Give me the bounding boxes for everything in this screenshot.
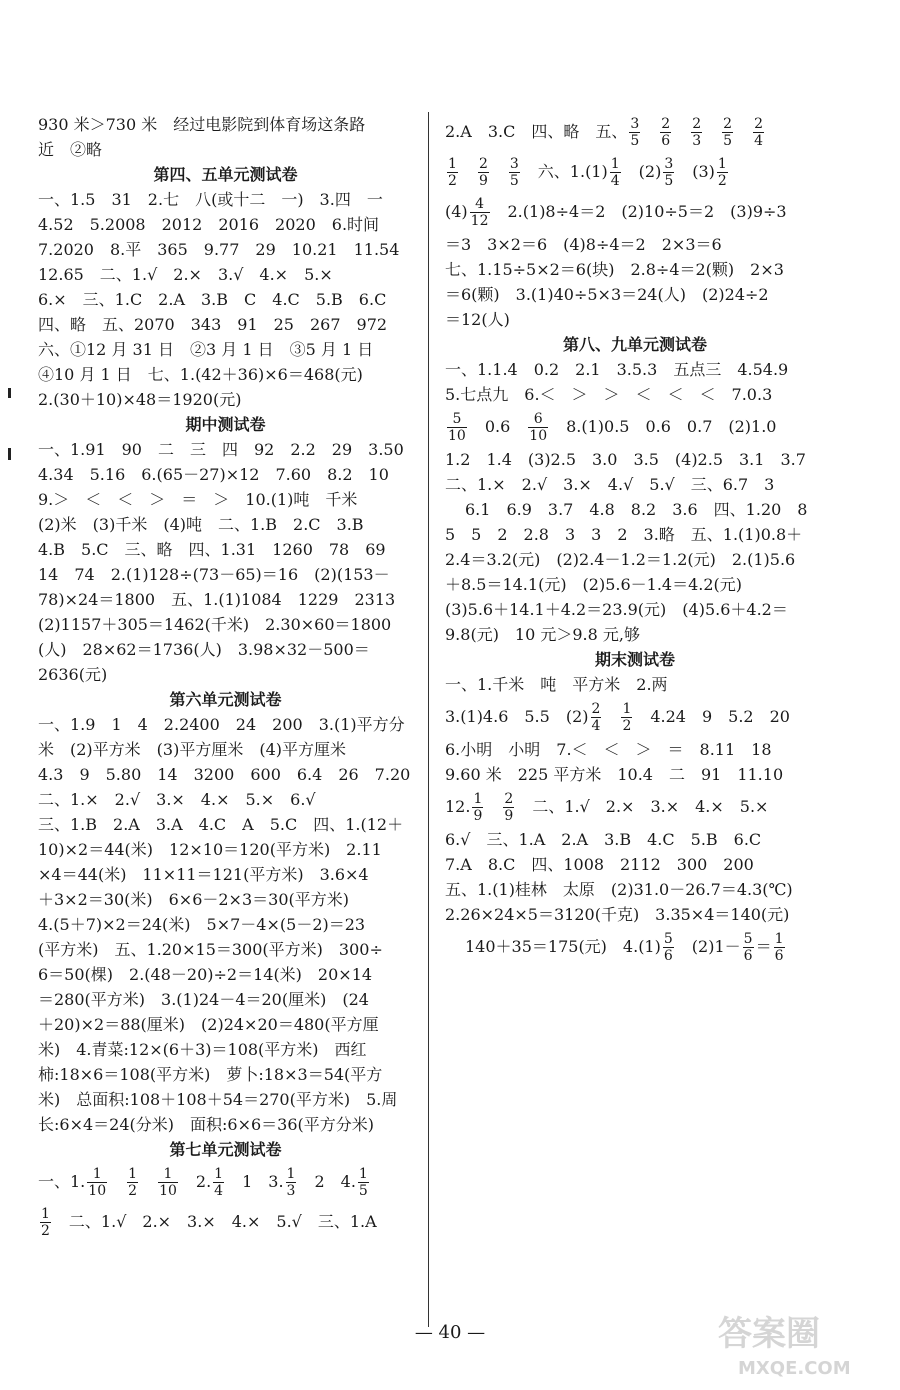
answer-line: 4.B 5.C 三、略 四、1.31 1260 78 69: [38, 540, 386, 559]
fraction-denominator: 4: [754, 133, 764, 149]
fraction-numerator: 1: [158, 1166, 178, 1183]
fraction-denominator: 6: [774, 948, 784, 964]
answer-line: 4.52 5.2008 2012 2016 2020 6.时间: [38, 215, 380, 234]
answer-line: 4.(5＋7)×2＝24(米) 5×7－4×(5－2)＝23: [38, 915, 366, 934]
answer-line: ＝6(颗) 3.(1)40÷5×3＝24(人) (2)24÷2: [445, 285, 769, 304]
answer-line: 2.26×24×5＝3120(千克) 3.35×4＝140(元): [445, 905, 790, 924]
section-title: 期末测试卷: [594, 650, 675, 669]
answer-line: ＋8.5＝14.1(元) (2)5.6－1.4＝4.2(元): [445, 575, 743, 594]
fraction-numerator: 2: [661, 116, 671, 132]
fraction-denominator: 2: [448, 173, 457, 189]
answer-text: (2)1－: [675, 937, 741, 956]
answer-line: [445, 927, 825, 967]
fraction-numerator: 1: [622, 701, 632, 717]
answer-text: [140, 1172, 156, 1191]
fraction-numerator: 2: [723, 116, 733, 132]
fraction-numerator: 1: [87, 1166, 107, 1183]
fraction-numerator: 2: [754, 116, 764, 132]
fraction-denominator: 6: [661, 133, 671, 149]
answer-line: 12.65 二、1.√ 2.× 3.√ 4.× 5.×: [38, 265, 333, 284]
answer-line: 2636(元): [38, 665, 108, 684]
fraction-denominator: 4: [214, 1183, 224, 1199]
answer-line: 三、1.B 2.A 3.A 4.C A 5.C 四、1.(12＋: [38, 815, 404, 834]
answer-line: 四、略 五、2070 343 91 25 267 972: [38, 315, 388, 334]
answer-line: ＝12(人): [445, 310, 510, 329]
fraction-numerator: 1: [717, 156, 727, 172]
fraction: [40, 1206, 51, 1239]
answer-line: ＝3 3×2＝6 (4)8÷4＝2 2×3＝6: [445, 235, 722, 254]
answer-text: 12.: [445, 797, 471, 816]
fraction-numerator: 3: [509, 156, 519, 172]
fraction-denominator: 10: [88, 1183, 107, 1199]
answer-line: 米) 4.青菜:12×(6＋3)＝108(平方米) 西红: [38, 1040, 367, 1059]
answer-text: 2.A 3.C 四、略 五、: [445, 122, 628, 141]
fraction-denominator: 10: [529, 428, 548, 444]
fraction-numerator: 5: [743, 931, 753, 947]
fraction: [478, 156, 489, 189]
answer-line: 14 74 2.(1)128÷(73－65)＝16 (2)(153－: [38, 565, 390, 584]
answer-line: 米) 总面积:108＋108＋54＝270(平方米) 5.周: [38, 1090, 398, 1109]
fraction: [717, 156, 728, 189]
fraction-numerator: 1: [286, 1166, 296, 1182]
answer-line: [445, 407, 825, 447]
fraction-denominator: 10: [159, 1183, 177, 1199]
fraction-denominator: 6: [663, 948, 673, 964]
fraction-numerator: 4: [470, 196, 490, 213]
fraction: [591, 701, 602, 734]
section-title: 第八、九单元测试卷: [562, 335, 707, 354]
fraction-numerator: 2: [478, 156, 488, 172]
margin-mark: [8, 388, 11, 398]
fraction-numerator: 3: [664, 156, 674, 172]
answer-text: [603, 707, 619, 726]
fraction: [610, 156, 621, 189]
answer-text: [485, 797, 501, 816]
fraction: [447, 411, 467, 444]
answer-text: ＝: [755, 937, 772, 956]
fraction-denominator: 5: [509, 173, 519, 189]
left-column: [38, 112, 413, 1242]
answer-text: 一、1.: [38, 1172, 86, 1191]
right-column: [445, 112, 825, 967]
fraction: [691, 116, 702, 149]
section-title: 第七单元测试卷: [169, 1140, 282, 1159]
answer-line: 6＝50(棵) 2.(48－20)÷2＝14(米) 20×14: [38, 965, 373, 984]
watermark-site: MXQE.COM: [738, 1358, 851, 1379]
fraction-denominator: 9: [504, 808, 514, 824]
fraction-numerator: 2: [504, 791, 514, 807]
answer-text: (4): [445, 202, 468, 221]
fraction: [286, 1166, 297, 1199]
fraction-denominator: 5: [723, 133, 733, 149]
fraction: [127, 1166, 138, 1199]
answer-line: [38, 1202, 413, 1242]
answer-line: [445, 192, 825, 232]
fraction: [87, 1166, 107, 1199]
answer-text: 2.: [179, 1172, 212, 1191]
fraction-denominator: 4: [591, 718, 601, 734]
answer-text: 140＋35＝175(元) 4.(1): [465, 937, 661, 956]
fraction: [503, 791, 514, 824]
answer-line: 七、1.15÷5×2＝6(块) 2.8÷4＝2(颗) 2×3: [445, 260, 784, 279]
answer-line: 10)×2＝44(米) 12×10＝120(平方米) 2.11: [38, 840, 382, 859]
answer-line: (人) 28×62＝1736(人) 3.98×32－500＝: [38, 640, 370, 659]
fraction: [774, 931, 785, 964]
answer-line: 二、1.× 2.√ 3.× 4.√ 5.√ 三、6.7 3: [445, 475, 775, 494]
answer-text: 1 3.: [226, 1172, 284, 1191]
fraction-denominator: 9: [473, 808, 483, 824]
fraction: [509, 156, 520, 189]
answer-line: 930 米＞730 米 经过电影院到体育场这条路: [38, 115, 366, 134]
answer-text: 二、1.√ 2.× 3.× 4.× 5.√ 三、1.A: [52, 1212, 377, 1231]
answer-text: 3.(1)4.6 5.5 (2): [445, 707, 589, 726]
fraction-denominator: 6: [743, 948, 753, 964]
fraction-numerator: 1: [41, 1206, 50, 1222]
answer-line: ×4＝44(米) 11×11＝121(平方米) 3.6×4: [38, 865, 369, 884]
fraction-denominator: 2: [128, 1183, 138, 1199]
fraction: [663, 156, 674, 189]
answer-line: 一、1.1.4 0.2 2.1 3.5.3 五点三 4.54.9: [445, 360, 789, 379]
answer-text: (2): [622, 162, 662, 181]
watermark-brand: 答案圈: [718, 1314, 820, 1354]
answer-line: 六、①12 月 31 日 ②3 月 1 日 ③5 月 1 日: [38, 340, 374, 359]
answer-line: 柿:18×6＝108(平方米) 萝卜:18×3＝54(平方: [38, 1065, 383, 1084]
answer-line: 6.1 6.9 3.7 4.8 8.2 3.6 四、1.20 8: [465, 500, 808, 519]
answer-line: (2)米 (3)千米 (4)吨 二、1.B 2.C 3.B: [38, 515, 364, 534]
answer-line: 五、1.(1)桂林 太原 (2)31.0－26.7＝4.3(℃): [445, 880, 793, 899]
answer-text: 8.(1)0.5 0.6 0.7 (2)1.0: [550, 417, 777, 436]
fraction-numerator: 1: [473, 791, 483, 807]
answer-text: [491, 162, 507, 181]
fraction-denominator: 2: [622, 718, 632, 734]
fraction-denominator: 12: [470, 213, 489, 229]
fraction-numerator: 1: [128, 1166, 138, 1182]
answer-line: ④10 月 1 日 七、1.(42＋36)×6＝468(元): [38, 365, 363, 384]
answer-text: [735, 122, 751, 141]
answer-text: [460, 162, 476, 181]
answer-line: ＝280(平方米) 3.(1)24－4＝20(厘米) (24: [38, 990, 369, 1009]
answer-text: 六、1.(1): [521, 162, 608, 181]
answer-line: ＋3×2＝30(米) 6×6－2×3＝30(平方米): [38, 890, 349, 909]
answer-line: 二、1.× 2.√ 3.× 4.× 5.× 6.√: [38, 790, 316, 809]
answer-line: (平方米) 五、1.20×15＝300(平方米) 300÷: [38, 940, 383, 959]
answer-text: [704, 122, 720, 141]
fraction-numerator: 2: [591, 701, 601, 717]
answer-text: 4.24 9 5.2 20: [634, 707, 790, 726]
answer-text: (3): [676, 162, 715, 181]
fraction: [743, 931, 754, 964]
fraction-numerator: 6: [528, 411, 548, 428]
fraction-numerator: 1: [774, 931, 784, 947]
answer-line: 78)×24＝1800 五、1.(1)1084 1229 2313: [38, 590, 396, 609]
fraction: [753, 116, 764, 149]
fraction-numerator: 5: [447, 411, 467, 428]
fraction-denominator: 10: [448, 428, 466, 444]
answer-line: 米 (2)平方米 (3)平方厘米 (4)平方厘米: [38, 740, 346, 759]
answer-text: 2.(1)8÷4＝2 (2)10÷5＝2 (3)9÷3: [491, 202, 787, 221]
fraction: [358, 1166, 369, 1199]
answer-line: 一、1.千米 吨 平方米 2.两: [445, 675, 668, 694]
answer-line: 2.(30＋10)×48＝1920(元): [38, 390, 242, 409]
fraction: [621, 701, 632, 734]
section-title: 期中测试卷: [185, 415, 266, 434]
answer-line: 一、1.9 1 4 2.2400 24 200 3.(1)平方分: [38, 715, 405, 734]
answer-line: ＋20)×2＝88(厘米) (2)24×20＝480(平方厘: [38, 1015, 379, 1034]
answer-line: [445, 697, 825, 737]
answer-line: [445, 787, 825, 827]
answer-line: 近 ②略: [38, 140, 103, 159]
answer-line: (3)5.6＋14.1＋4.2＝23.9(元) (4)5.6＋4.2＝: [445, 600, 788, 619]
fraction: [447, 156, 458, 189]
answer-line: 长:6×4＝24(分米) 面积:6×6＝36(平方分米): [38, 1115, 375, 1134]
answer-line: (2)1157＋305＝1462(千米) 2.30×60＝1800: [38, 615, 392, 634]
margin-mark: [8, 448, 11, 460]
fraction-denominator: 9: [478, 173, 488, 189]
fraction: [722, 116, 733, 149]
fraction-denominator: 5: [664, 173, 674, 189]
answer-line: 7.2020 8.平 365 9.77 29 10.21 11.54: [38, 240, 400, 259]
fraction-numerator: 2: [692, 116, 702, 132]
answer-text: 2 4.: [298, 1172, 356, 1191]
answer-line: 4.34 5.16 6.(65－27)×12 7.60 8.2 10: [38, 465, 389, 484]
answer-line: 9.60 米 225 平方米 10.4 二 91 11.10: [445, 765, 784, 784]
answer-line: 9.＞ ＜ ＜ ＞ ＝ ＞ 10.(1)吨 千米: [38, 490, 358, 509]
fraction-numerator: 1: [610, 156, 620, 172]
answer-line: 6.小明 小明 7.＜ ＜ ＞ ＝ 8.11 18: [445, 740, 772, 759]
answer-line: 6.√ 三、1.A 2.A 3.B 4.C 5.B 6.C: [445, 830, 762, 849]
fraction: [660, 116, 671, 149]
fraction: [528, 411, 548, 444]
watermark-logo: [708, 1300, 888, 1380]
fraction-denominator: 2: [717, 173, 727, 189]
fraction-numerator: 1: [448, 156, 457, 172]
answer-line: 2.4＝3.2(元) (2)2.4－1.2＝1.2(元) 2.(1)5.6: [445, 550, 796, 569]
answer-line: [445, 112, 825, 152]
fraction-denominator: 4: [610, 173, 620, 189]
answer-text: [673, 122, 689, 141]
page-number: — 40 —: [414, 1322, 486, 1343]
answer-line: 4.3 9 5.80 14 3200 600 6.4 26 7.20: [38, 765, 411, 784]
answer-text: [109, 1172, 125, 1191]
answer-line: 一、1.5 31 2.七 八(或十二 一) 3.四 一: [38, 190, 383, 209]
fraction: [470, 196, 490, 229]
answer-line: [38, 1162, 413, 1202]
fraction: [472, 791, 483, 824]
fraction-denominator: 5: [358, 1183, 368, 1199]
answer-line: 1.2 1.4 (3)2.5 3.0 3.5 (4)2.5 3.1 3.7: [445, 450, 806, 469]
answer-line: 9.8(元) 10 元＞9.8 元,够: [445, 625, 640, 644]
fraction-denominator: 3: [286, 1183, 296, 1199]
fraction: [663, 931, 674, 964]
fraction-denominator: 2: [41, 1223, 50, 1239]
column-divider: [428, 112, 429, 1327]
fraction: [213, 1166, 224, 1199]
fraction-denominator: 3: [692, 133, 702, 149]
answer-line: 6.× 三、1.C 2.A 3.B C 4.C 5.B 6.C: [38, 290, 387, 309]
answer-text: 0.6: [468, 417, 527, 436]
section-title: 第六单元测试卷: [169, 690, 282, 709]
answer-line: 7.A 8.C 四、1008 2112 300 200: [445, 855, 754, 874]
fraction-numerator: 1: [358, 1166, 368, 1182]
fraction: [158, 1166, 178, 1199]
fraction: [629, 116, 640, 149]
answer-text: 二、1.√ 2.× 3.× 4.× 5.×: [516, 797, 769, 816]
fraction-denominator: 5: [630, 133, 640, 149]
answer-line: 一、1.91 90 二 三 四 92 2.2 29 3.50: [38, 440, 404, 459]
fraction-numerator: 5: [663, 931, 673, 947]
answer-line: [445, 152, 825, 192]
fraction-numerator: 1: [214, 1166, 224, 1182]
fraction-numerator: 3: [630, 116, 640, 132]
section-title: 第四、五单元测试卷: [153, 165, 298, 184]
answer-line: 5.七点九 6.＜ ＞ ＞ ＜ ＜ ＜ 7.0.3: [445, 385, 773, 404]
answer-line: 5 5 2 2.8 3 3 2 3.略 五、1.(1)0.8＋: [445, 525, 803, 544]
answer-text: [642, 122, 658, 141]
